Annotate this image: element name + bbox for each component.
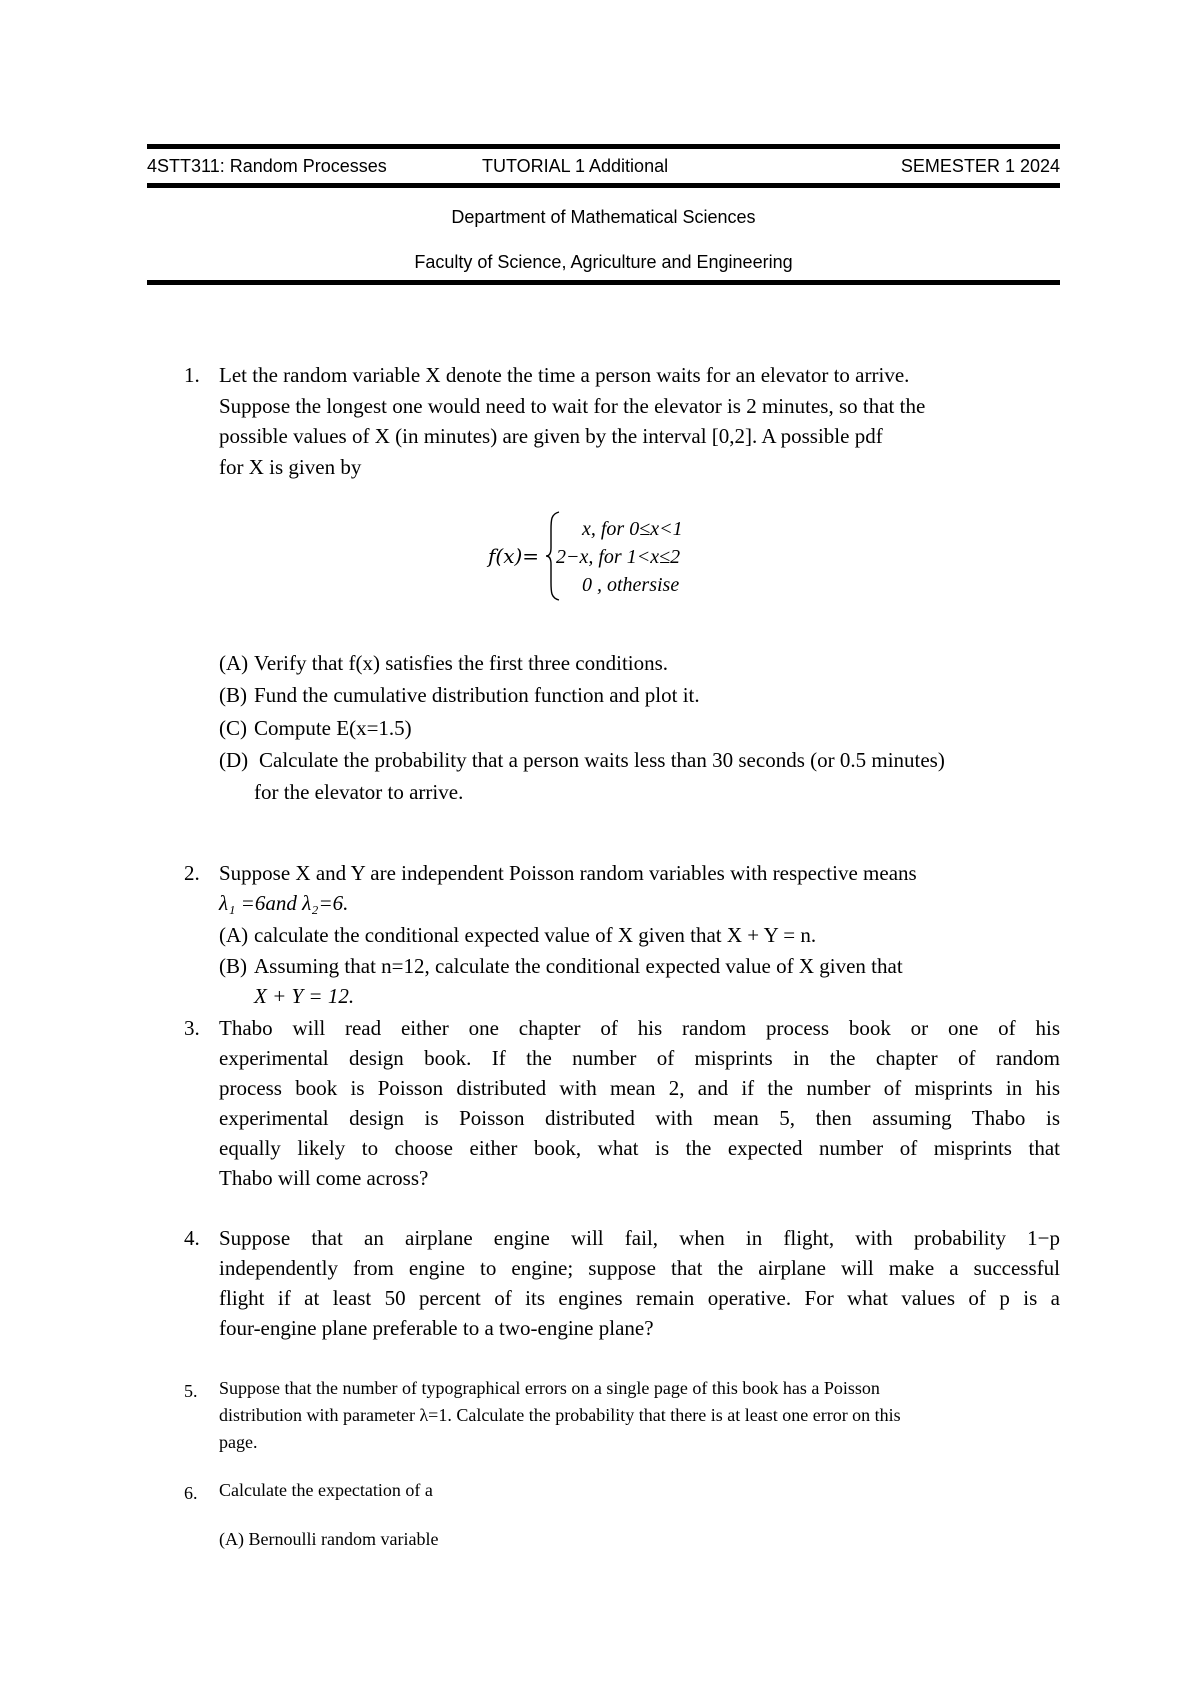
question-2-number: 2.	[184, 861, 200, 885]
part-text: Compute E(x=1.5)	[254, 716, 412, 740]
question-5-number: 5.	[184, 1381, 198, 1401]
part-text: Calculate the probability that a person waits less than 30 seconds (or 0.5 minutes)	[259, 748, 945, 772]
question-6-part-a: (A) Bernoulli random variable	[219, 1529, 439, 1549]
pdf-lhs: f(x)=	[488, 544, 540, 568]
question-2-lambdas: λ₁ =6and λ₂=6.	[219, 891, 349, 915]
part-text: calculate the conditional expected value of X given that X + Y = n.	[254, 923, 817, 947]
question-2-line: Suppose X and Y are independent Poisson random variables with respective means	[219, 861, 917, 885]
part-text-continued: for the elevator to arrive.	[254, 780, 464, 804]
pdf-case-1: x, for 0≤x<1	[582, 518, 683, 540]
question-6-line: Calculate the expectation of a	[219, 1480, 433, 1500]
part-label: (B)	[219, 683, 247, 707]
question-5-line: Suppose that the number of typographical errors on a single page of this book has a Poisson	[219, 1378, 880, 1398]
question-1-line: Suppose the longest one would need to wait for the elevator is 2 minutes, so that the	[219, 394, 926, 418]
header-top-rule	[147, 144, 1060, 149]
question-1-line: possible values of X (in minutes) are given by the interval [0,2]. A possible pdf	[219, 424, 883, 448]
question-3-line: experimental design is Poisson distributed with mean 5, then assuming Thabo is	[219, 1106, 1060, 1130]
part-text: Fund the cumulative distribution function and plot it.	[254, 683, 700, 707]
part-text: Assuming that n=12, calculate the conditional expected value of X given that	[254, 954, 903, 978]
course-code: 4STT311: Random Processes	[147, 156, 387, 176]
question-3-line: experimental design book. If the number of misprints in the chapter of random	[219, 1046, 1060, 1070]
part-label: (C)	[219, 716, 247, 740]
question-4-line: four-engine plane preferable to a two-engine plane?	[219, 1316, 654, 1340]
question-3-line: Thabo will come across?	[219, 1166, 429, 1190]
question-1-number: 1.	[184, 363, 200, 387]
pdf-case-2: 2−x, for 1<x≤2	[556, 546, 681, 568]
question-4-number: 4.	[184, 1226, 200, 1250]
question-5-line: distribution with parameter λ=1. Calculate the probability that there is at least one error on this	[219, 1405, 901, 1425]
part-label: (D)	[219, 748, 249, 772]
tutorial-title: TUTORIAL 1 Additional	[482, 156, 669, 176]
semester-label: SEMESTER 1 2024	[900, 156, 1060, 176]
part-text: Verify that f(x) satisfies the first three conditions.	[254, 651, 669, 675]
header-mid-rule	[147, 183, 1060, 188]
question-1-line: for X is given by	[219, 455, 362, 479]
part-label: (B)	[219, 954, 247, 978]
part-label: (A)	[219, 923, 249, 947]
question-4-line: flight if at least 50 percent of its engines remain operative. For what values of p is a	[219, 1286, 1060, 1310]
part-label: (A)	[219, 651, 249, 675]
department-name: Department of Mathematical Sciences	[451, 207, 756, 227]
question-4-line: independently from engine to engine; suppose that the airplane will make a successful	[219, 1256, 1060, 1280]
question-3-line: Thabo will read either one chapter of his random process book or one of his	[219, 1016, 1060, 1040]
pdf-case-3: 0 , othersise	[582, 574, 680, 596]
question-3-line: process book is Poisson distributed with mean 2, and if the number of misprints in his	[219, 1076, 1060, 1100]
question-4-line: Suppose that an airplane engine will fail, when in flight, with probability 1−p	[219, 1226, 1060, 1250]
question-3-number: 3.	[184, 1016, 200, 1040]
faculty-name: Faculty of Science, Agriculture and Engineering	[414, 252, 793, 272]
question-5-line: page.	[219, 1432, 258, 1452]
question-1-line: Let the random variable X denote the time a person waits for an elevator to arrive.	[219, 363, 910, 387]
question-3-line: equally likely to choose either book, what is the expected number of misprints that	[219, 1136, 1060, 1160]
header-bottom-rule	[147, 280, 1060, 285]
question-6-number: 6.	[184, 1483, 198, 1503]
part-text-continued: X + Y = 12.	[254, 984, 355, 1008]
